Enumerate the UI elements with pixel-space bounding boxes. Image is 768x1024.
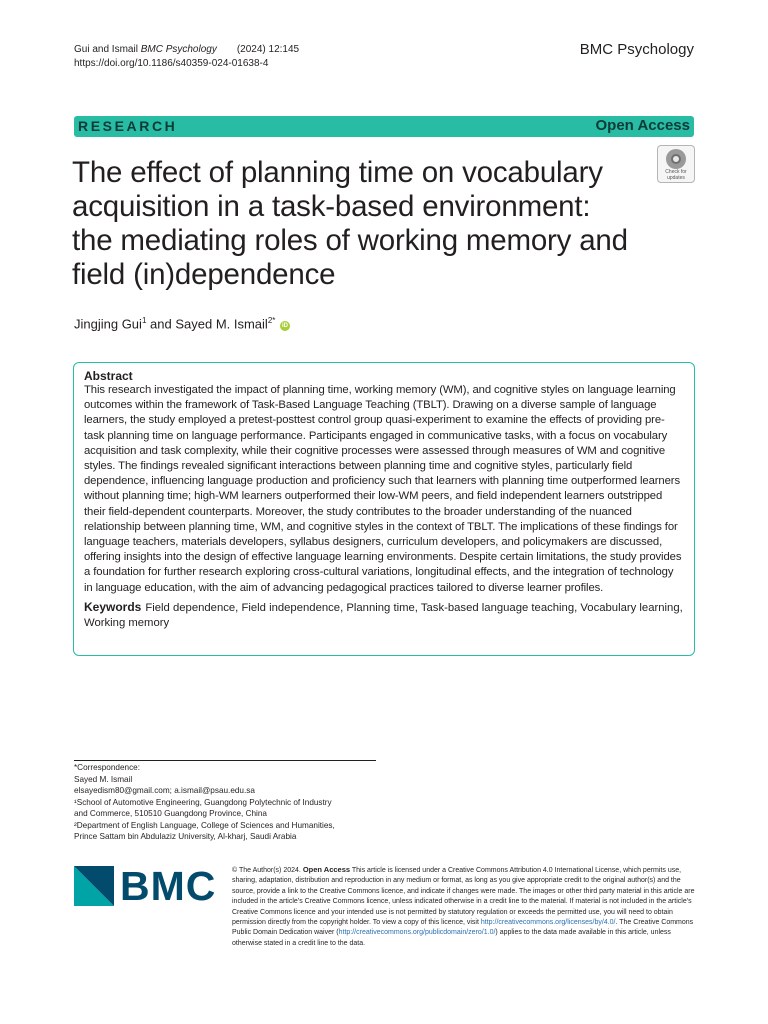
crossmark-icon xyxy=(666,149,686,169)
citation-line xyxy=(74,43,299,57)
license-link-cc-by[interactable]: http://creativecommons.org/licenses/by/4.0/ xyxy=(480,919,616,927)
affiliation-1-line-2: and Commerce, 510510 Guangdong Province, China xyxy=(74,809,267,818)
keywords xyxy=(84,600,684,631)
correspondence-label: *Correspondence: xyxy=(74,763,140,772)
license-text-2: . The Creative Commons Public Domain Dedication waiver ( xyxy=(232,919,694,937)
license-text-1: This article is licensed under a Creative Commons Attribution 4.0 International License, which permits use, sharing, adaptation, distribution and reproduction in any medium or format, as long as you give appropriate credit to the original author(s) and the source, provide a link to the Creative Commons licence, and indicate if changes were made. The images or other third party material in this article are included in the article’s Creative Commons licence, unless indicated otherwise in a credit line to the material. If material is not included in the article’s Creative Commons licence and your intended use is not permitted by statutory regulation or exceeds the permitted use, you will need to obtain permission directly from the copyright holder. To view a copy of this licence, visit xyxy=(232,867,695,927)
bmc-logo-mark-icon xyxy=(74,866,114,906)
author-1-affiliation: 1 xyxy=(141,316,147,325)
orcid-icon[interactable]: iD xyxy=(282,323,289,330)
author-and: and xyxy=(150,316,172,332)
footnotes xyxy=(74,762,384,843)
author-2[interactable]: Sayed M. Ismail xyxy=(175,316,268,332)
footnote-divider xyxy=(74,760,376,761)
affiliation-2-line-1: ²Department of English Language, College of Sciences and Humanities, xyxy=(74,820,335,830)
year-volume: (2024) 12:145 xyxy=(236,44,300,55)
authors-short: Gui and Ismail xyxy=(74,44,138,55)
license-text xyxy=(232,865,696,949)
article-title: The effect of planning time on vocabulary acquisition in a task-based environment: the mediating roles of working memory and field (in)dependence xyxy=(72,156,628,291)
journal-name: BMC Psychology xyxy=(579,41,694,58)
copyright: © The Author(s) 2024. xyxy=(232,867,301,874)
doi-link[interactable]: https://doi.org/10.1186/s40359-024-01638-4 xyxy=(74,58,269,69)
correspondence-email[interactable]: elsayedism80@gmail.com; a.ismail@psau.edu.sa xyxy=(74,786,255,795)
correspondence-name: Sayed M. Ismail xyxy=(74,774,133,784)
journal-italic: BMC Psychology xyxy=(140,44,217,55)
author-1[interactable]: Jingjing Gui xyxy=(74,316,142,332)
bmc-logo xyxy=(74,864,224,908)
open-access-label: Open Access xyxy=(595,117,690,134)
check-for-updates-badge[interactable] xyxy=(657,145,695,183)
affiliation-2-line-2: Prince Sattam bin Abdulaziz University, Al-kharj, Saudi Arabia xyxy=(74,832,297,841)
keywords-label: Keywords xyxy=(84,599,142,614)
bmc-logo-text: BMC xyxy=(120,863,217,909)
license-text-3: ) applies to the data made available in this article, unless otherwise stated in a credit line to the data. xyxy=(232,929,671,947)
author-2-affiliation: 2* xyxy=(267,316,276,325)
license-open-access: Open Access xyxy=(302,865,351,874)
running-header xyxy=(74,43,299,71)
abstract-heading: Abstract xyxy=(84,369,133,383)
check-updates-label: Check for updates xyxy=(665,169,687,181)
author-list xyxy=(74,316,290,331)
keywords-list: Field dependence, Field independence, Planning time, Task-based language teaching, Vocabulary learning, Working memory xyxy=(84,601,683,630)
section-band xyxy=(74,116,694,137)
affiliation-1-line-1: ¹School of Automotive Engineering, Guangdong Polytechnic of Industry xyxy=(74,797,332,807)
abstract-box xyxy=(73,362,695,656)
abstract-body: This research investigated the impact of planning time, working memory (WM), and cognitive styles on language learning outcomes within the framework of Task-Based Language Teaching (TBLT). Drawing on a diverse sample of language learners, the study employed a pretest-posttest control group quasi-experiment to examine the effects of providing pre-task planning time on language performance. Participants engaged in communicative tasks, with a focus on vocabulary acquisition and task complexity, while their cognitive processes were assessed through measures of WM and cognitive styles. The findings revealed significant interactions between planning time and cognitive styles, particularly field dependence, influencing language production and proficiency such that learners with planning time outperformed learners without planning time; high-WM learners outperformed their low-WM peers, and field independent learners outstripped their field-dependent counterparts. Moreover, the study contributes to the broader understanding of the nuanced relationship between planning time, WM, and cognitive styles in the context of TBLT. The implications of these findings for language teachers, materials developers, syllabus designers, curriculum developers, and policymakers are discussed, offering insights into the design of effective language learning environments. Despite certain limitations, the study provides a foundation for further research exploring cross-cultural variations, longitudinal effects, and the integration of technology in language education, with the aim of advancing pedagogical practices tailored to diverse learner profiles. xyxy=(84,384,682,594)
license-link-cc0[interactable]: http://creativecommons.org/publicdomain/zero/1.0/ xyxy=(338,929,496,937)
section-label: RESEARCH xyxy=(78,118,178,134)
